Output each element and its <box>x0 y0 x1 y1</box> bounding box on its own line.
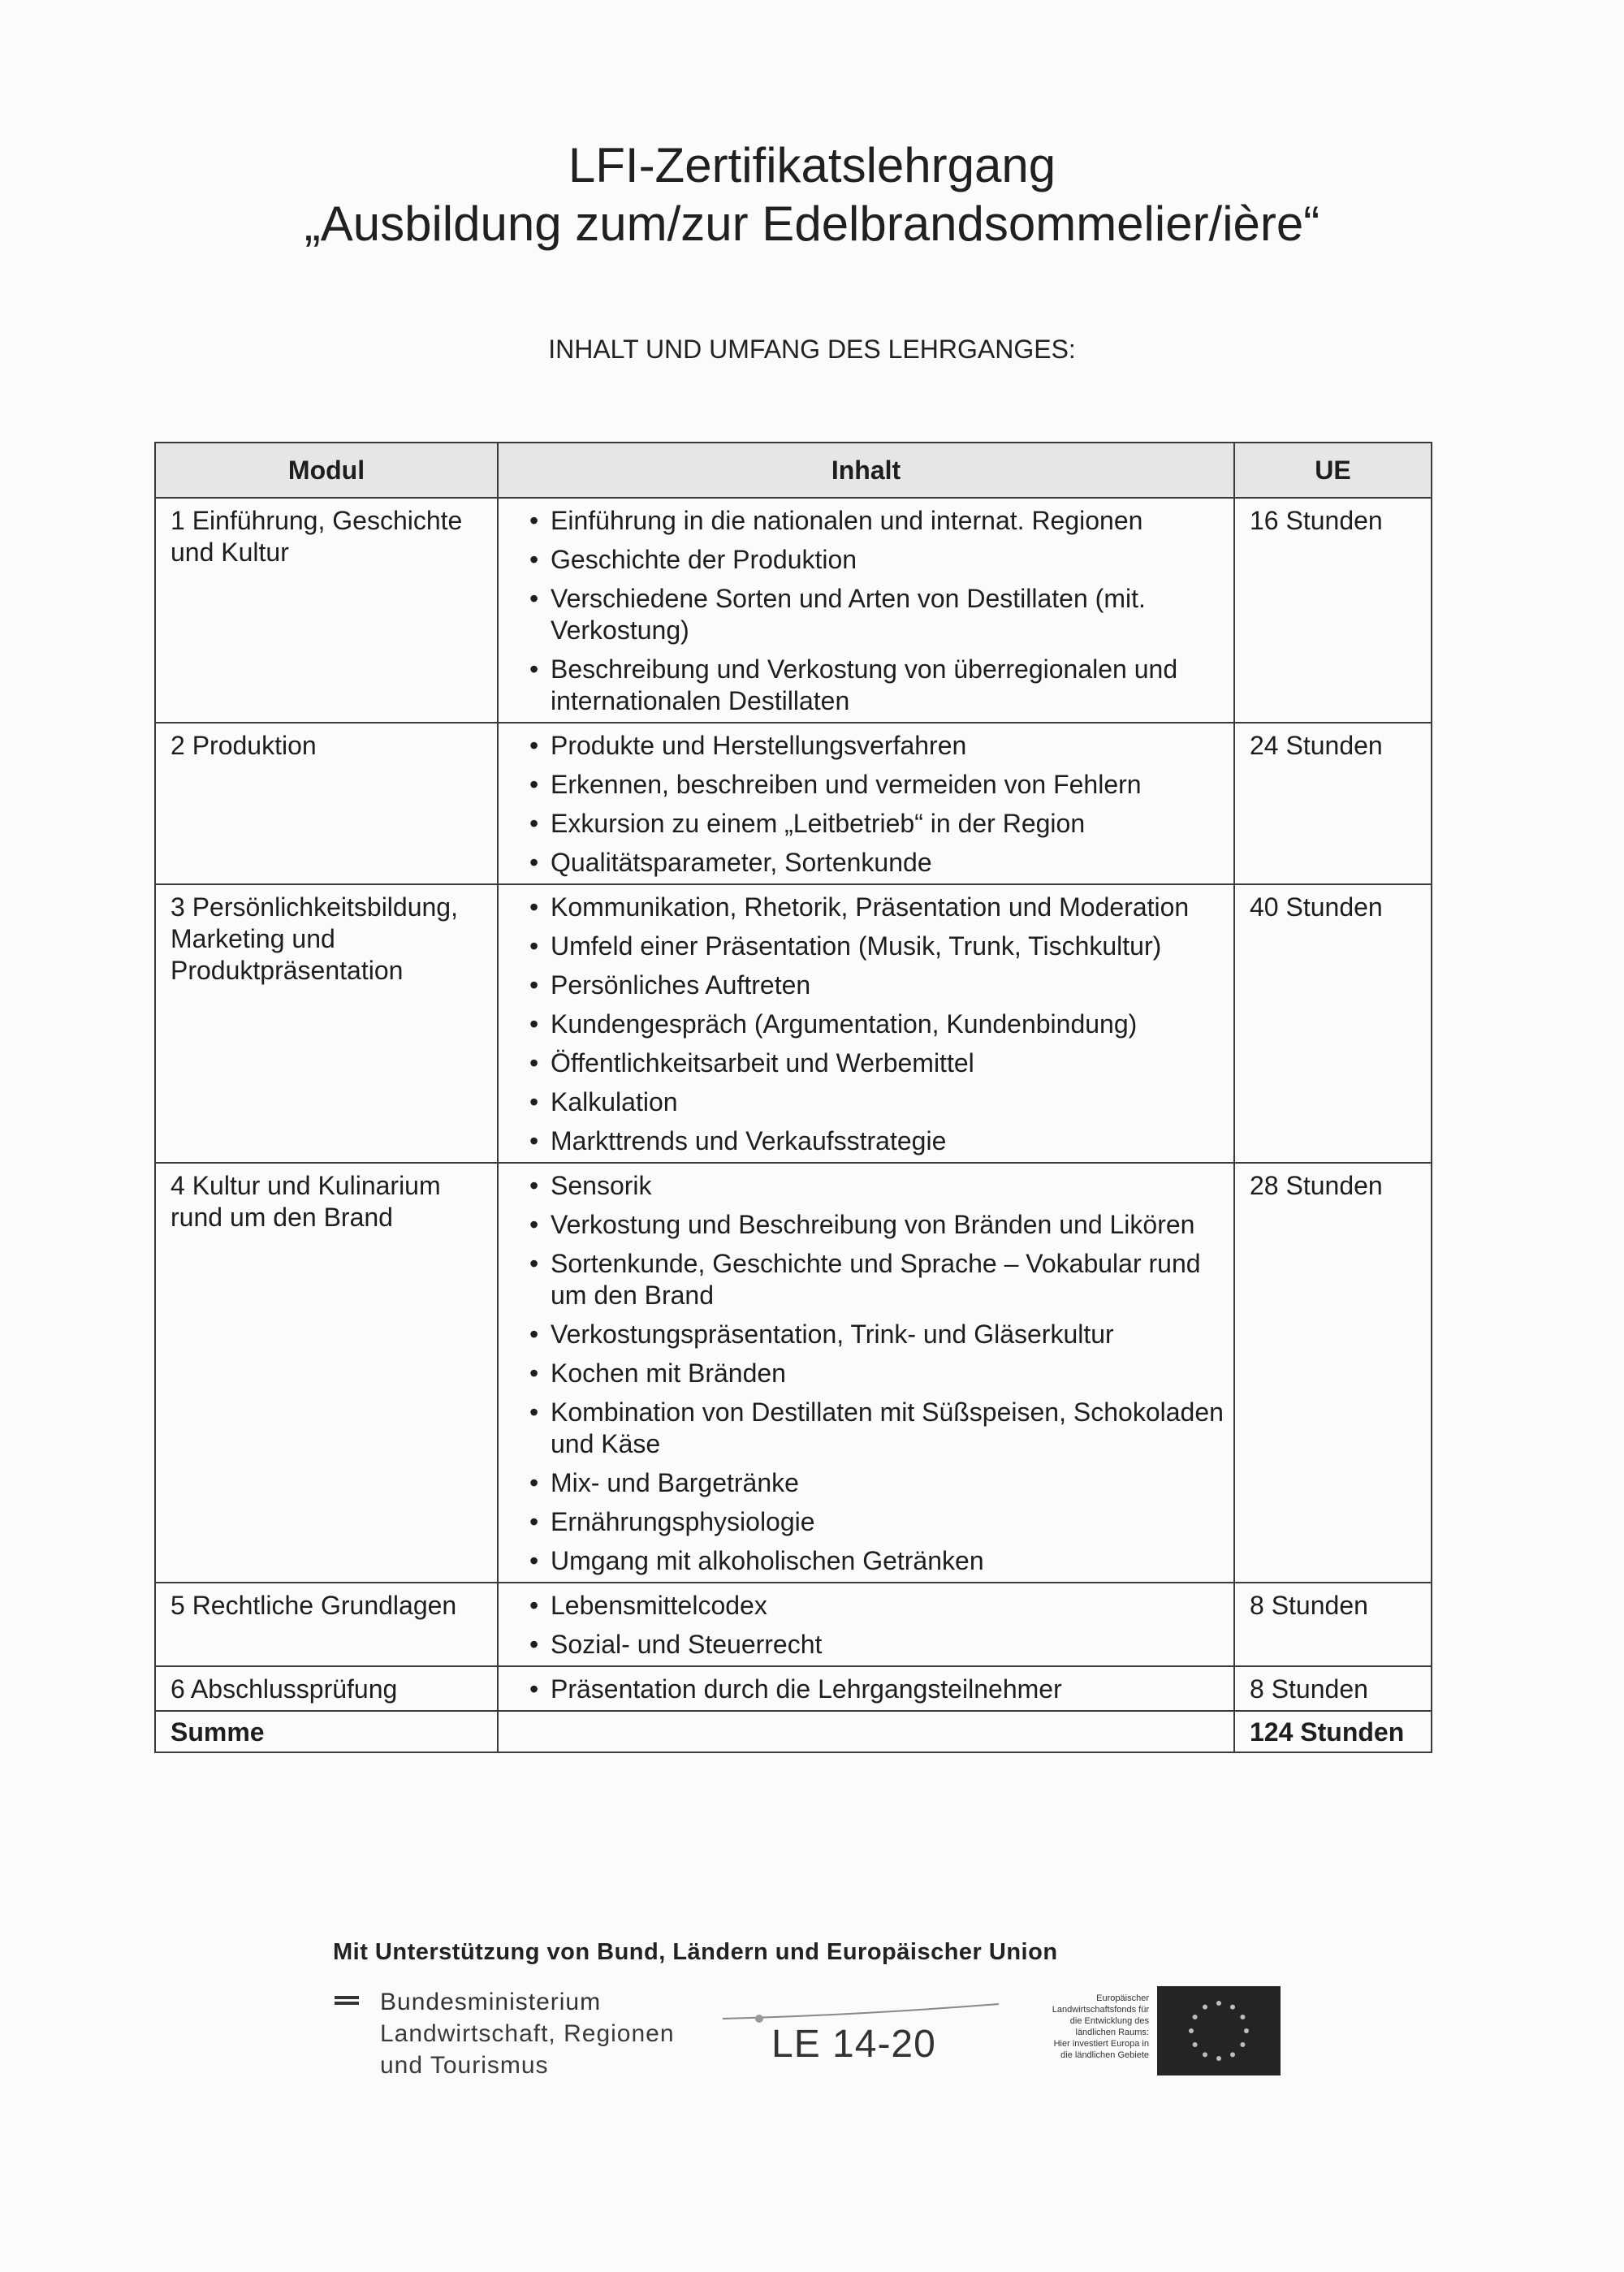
list-item: • Markttrends und Verkaufsstrategie <box>529 1125 1224 1157</box>
eu-star <box>1193 2042 1198 2047</box>
sum-empty <box>498 1711 1234 1752</box>
le-logo-text: LE 14-20 <box>771 2023 936 2066</box>
eu-text-line-4: ländlichen Raums: <box>1075 2028 1149 2037</box>
list-item: • Qualitätsparameter, Sortenkunde <box>529 847 1224 879</box>
list-item: • Präsentation durch die Lehrgangsteilnehmer <box>529 1674 1224 1705</box>
list-item: • Verkostungspräsentation, Trink- und Gläserkultur <box>529 1319 1224 1350</box>
sum-value: 124 Stunden <box>1234 1711 1432 1752</box>
eu-star <box>1216 2001 1221 2006</box>
eu-text-line-6: die ländlichen Gebiete <box>1060 2050 1149 2060</box>
inhalt-cell <box>498 1163 1234 1583</box>
modul-cell: 3 Persönlichkeitsbildung, Marketing und Produktpräsentation <box>155 884 498 1163</box>
list-item: • Verschiedene Sorten und Arten von Destillaten (mit. Verkostung) <box>529 583 1224 646</box>
modul-cell: 5 Rechtliche Grundlagen <box>155 1583 498 1666</box>
table-row <box>155 723 1432 884</box>
eu-text-line-2: Landwirtschaftsfonds für <box>1052 2005 1149 2015</box>
course-table <box>154 442 1432 1753</box>
title-line-2: „Ausbildung zum/zur Edelbrandsommelier/ière“ <box>304 197 1320 251</box>
eu-star <box>1244 2028 1249 2033</box>
list-item: • Ernährungsphysiologie <box>529 1506 1224 1538</box>
list-item: • Sozial- und Steuerrecht <box>529 1629 1224 1661</box>
eu-star <box>1240 2042 1245 2047</box>
list-item: • Exkursion zu einem „Leitbetrieb“ in der Region <box>529 808 1224 840</box>
eu-star <box>1240 2015 1245 2019</box>
inhalt-list <box>513 505 1224 717</box>
list-item: • Sensorik <box>529 1170 1224 1202</box>
ue-cell: 24 Stunden <box>1234 723 1432 884</box>
eu-star <box>1230 2005 1235 2010</box>
inhalt-list <box>513 730 1224 879</box>
header-modul: Modul <box>155 443 498 498</box>
inhalt-cell <box>498 1666 1234 1711</box>
list-item: • Umfeld einer Präsentation (Musik, Trunk, Tischkultur) <box>529 931 1224 962</box>
list-item: • Produkte und Herstellungsverfahren <box>529 730 1224 762</box>
page-title <box>0 136 1624 253</box>
ministry-line-2: Landwirtschaft, Regionen <box>380 2020 675 2047</box>
support-text: Mit Unterstützung von Bund, Ländern und Europäischer Union <box>333 1939 1058 1965</box>
list-item: • Persönliches Auftreten <box>529 970 1224 1001</box>
sum-row <box>155 1711 1432 1752</box>
inhalt-cell <box>498 498 1234 723</box>
eu-star <box>1203 2005 1207 2010</box>
sum-label: Summe <box>155 1711 498 1752</box>
inhalt-list <box>513 1170 1224 1577</box>
table-row <box>155 1666 1432 1711</box>
eu-text-line-1: Europäischer <box>1096 1993 1149 2003</box>
modul-cell: 6 Abschlussprüfung <box>155 1666 498 1711</box>
eu-text-line-3: die Entwicklung des <box>1069 2016 1149 2026</box>
ue-cell: 16 Stunden <box>1234 498 1432 723</box>
inhalt-list <box>513 1674 1224 1705</box>
list-item: • Lebensmittelcodex <box>529 1590 1224 1622</box>
list-item: • Kombination von Destillaten mit Süßspeisen, Schokoladen und Käse <box>529 1397 1224 1460</box>
table-row <box>155 1583 1432 1666</box>
eu-star <box>1230 2052 1235 2057</box>
list-item: • Einführung in die nationalen und internat. Regionen <box>529 505 1224 537</box>
table-row <box>155 884 1432 1163</box>
list-item: • Kochen mit Bränden <box>529 1358 1224 1389</box>
list-item: • Öffentlichkeitsarbeit und Werbemittel <box>529 1047 1224 1079</box>
eu-star <box>1189 2028 1194 2033</box>
ministry-line-1: Bundesministerium <box>380 1989 602 2015</box>
table-row <box>155 1163 1432 1583</box>
header-ue: UE <box>1234 443 1432 498</box>
ue-cell: 8 Stunden <box>1234 1583 1432 1666</box>
modul-cell: 1 Einführung, Geschichte und Kultur <box>155 498 498 723</box>
eu-star <box>1193 2015 1198 2019</box>
eu-star <box>1203 2052 1207 2057</box>
list-item: • Kalkulation <box>529 1086 1224 1118</box>
ue-cell: 8 Stunden <box>1234 1666 1432 1711</box>
modul-cell: 4 Kultur und Kulinarium rund um den Brand <box>155 1163 498 1583</box>
list-item: • Verkostung und Beschreibung von Bränden und Likören <box>529 1209 1224 1241</box>
section-heading: INHALT UND UMFANG DES LEHRGANGES: <box>548 335 1076 364</box>
ministry-line-3: und Tourismus <box>380 2052 549 2079</box>
ue-cell: 40 Stunden <box>1234 884 1432 1163</box>
inhalt-list <box>513 892 1224 1157</box>
ue-cell: 28 Stunden <box>1234 1163 1432 1583</box>
list-item: • Erkennen, beschreiben und vermeiden von Fehlern <box>529 769 1224 801</box>
eu-flag-icon <box>1157 1986 1281 2075</box>
title-line-1: LFI-Zertifikatslehrgang <box>568 138 1056 192</box>
list-item: • Geschichte der Produktion <box>529 544 1224 576</box>
eu-star <box>1216 2056 1221 2061</box>
austria-flag-icon <box>335 1996 359 2009</box>
list-item: • Beschreibung und Verkostung von überregionalen und internationalen Destillaten <box>529 654 1224 717</box>
inhalt-cell <box>498 723 1234 884</box>
list-item: • Sortenkunde, Geschichte und Sprache – Vokabular rund um den Brand <box>529 1248 1224 1311</box>
list-item: • Mix- und Bargetränke <box>529 1467 1224 1499</box>
list-item: • Umgang mit alkoholischen Getränken <box>529 1545 1224 1577</box>
eu-fund-text <box>1011 1993 1149 2061</box>
table-row <box>155 498 1432 723</box>
list-item: • Kundengespräch (Argumentation, Kundenbindung) <box>529 1009 1224 1040</box>
list-item: • Kommunikation, Rhetorik, Präsentation und Moderation <box>529 892 1224 923</box>
header-inhalt: Inhalt <box>498 443 1234 498</box>
inhalt-cell <box>498 884 1234 1163</box>
table-header-row <box>155 443 1432 498</box>
modul-cell: 2 Produktion <box>155 723 498 884</box>
inhalt-cell <box>498 1583 1234 1666</box>
inhalt-list <box>513 1590 1224 1661</box>
eu-text-line-5: Hier investiert Europa in <box>1053 2039 1149 2049</box>
ministry-logo <box>335 1986 675 2081</box>
